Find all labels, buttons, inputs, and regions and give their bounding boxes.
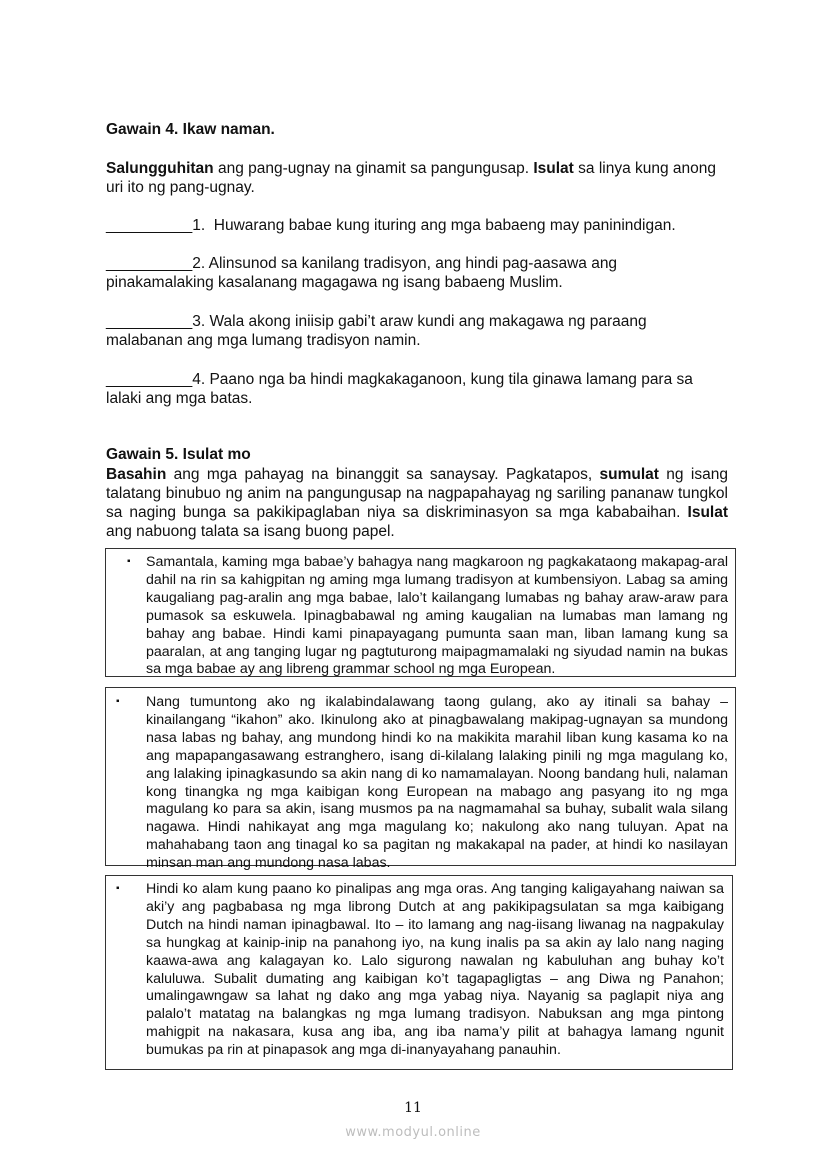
gawain-4-item-3: __________3. Wala akong iniisip gabi’t araw kundi ang makagawa ng paraang malabanan ang mga lumang tradisyon namin.: [106, 313, 647, 349]
answer-blank[interactable]: __________: [106, 313, 193, 330]
quote-box-1: [105, 548, 736, 677]
quote-box-3: [105, 875, 733, 1070]
answer-blank[interactable]: __________: [106, 255, 193, 272]
gawain-5-instruction: Basahin ang mga pahayag na binanggit sa sanaysay. Pagkatapos, sumulat ng isang talatang binubuo ng anim na pangungusap na nagpapahayag ng sariling pananaw tungkol sa naging bunga sa pakikipaglaban niya sa diskriminasyon sa mga kababaihan. Isulat ang nabuong talata sa isang buong papel.: [106, 466, 728, 540]
instruction-bold-salungguhitan: Salungguhitan: [106, 160, 214, 177]
bullet-icon: ▪: [116, 696, 120, 707]
bullet-icon: ▪: [116, 883, 120, 894]
answer-blank[interactable]: __________: [106, 371, 193, 388]
gawain-4-item-2: __________2. Alinsunod sa kanilang tradisyon, ang hindi pag-aasawa ang pinakamalaking kasalanang magagawa ng isang babaeng Muslim.: [106, 255, 618, 291]
gawain-4-instruction: Salungguhitan ang pang-ugnay na ginamit sa pangungusap. Isulat sa linya kung anong uri ito ng pang-ugnay.: [106, 160, 717, 196]
instruction-bold-isulat: Isulat: [687, 504, 728, 521]
quote-text-3: Hindi ko alam kung paano ko pinalipas ang mga oras. Ang tanging kaligayahang naiwan sa aki’y ang pagbabasa ng mga librong Dutch at ang pakikipagsulatan sa mga kaibigang Dutch na hindi naman ipinagbawal. Ito – ito lamang ang nag-iisang liwanag na nagpakulay sa hungkag at kainip-inip na panahong iyo, na kung inalis pa sa akin ay lalo nang naging kaawa-awa ang kalagayan ko. Lalo sigurong nawalan ng kabuluhan ang buhay ko’t kaluluwa. Subalit dumating ang kaibigan ko’t tagapagligtas – ang Diwa ng Panahon; umalingawngaw sa lahat ng dako ang mga yabag niya. Nayanig sa paglapit niya ang palalo’t matatag na balangkas ng mga lumang tradisyon. Nabuksan ang mga pintong mahigpit na nakasara, kusa ang iba, ang iba nama’y pilit at bahagya lamang ngunit bumukas pa rin at pinapasok ang mga di-inanyayahang panauhin.: [146, 881, 724, 1059]
page-number: 11: [404, 1100, 422, 1116]
gawain-4-item-4: __________4. Paano nga ba hindi magkakaganoon, kung tila ginawa lamang para sa lalaki ang mga batas.: [106, 371, 693, 407]
gawain-4-item-1: __________1. Huwarang babae kung ituring ang mga babaeng may paninindigan.: [106, 217, 676, 234]
answer-blank[interactable]: __________: [106, 217, 193, 234]
quote-box-2: [105, 687, 736, 872]
instruction-bold-basahin: Basahin: [106, 466, 167, 483]
quote-text-1: Samantala, kaming mga babae’y bahagya nang magkaroon ng pagkakataong makapag-aral dahil na rin sa kahigpitan ng aming mga lumang tradisyon at kumbensiyon. Labag sa aming kaugaliang pag-aralin ang mga babae, lalo’t kailangang lumabas ng bahay araw-araw para pumasok sa eskuwela. Ipinagbabawal ng aming kaugalian na lumabas man lamang ng bahay ang babae. Hindi kami pinapayagang pumunta saan man, liban lamang kung sa paaralan, at ang tanging lugar ng pagtuturong maipagmamalaki ng siyudad namin na bukas sa mga babae ay ang libreng grammar school ng mga European.: [146, 554, 728, 678]
quote-text-2: Nang tumuntong ako ng ikalabindalawang taong gulang, ako ay itinali sa bahay – kinailangang “ikahon” ako. Ikinulong ako at pinagbawalang makipag-ugnayan sa mundong nasa labas ng bahay, ang mundong hindi ko na makikita marahil liban kung kasama ko na ang mapapangasawang estranghero, isang di-kilalang lalaking pinili ng mga magulang ko, ang lalaking ipinagkasundo sa akin nang di ko namamalayan. Noong bandang huli, nalaman kong tinangka ng mga kaibigan kong European na mabago ang pasyang ito ng mga magulang ko para sa akin, isang musmos pa na nagmamahal sa buhay, subalit wala silang nagawa. Hindi nahikayat ang mga magulang ko; nakulong ako nang tuluyan. Apat na mahahabang taon ang tinagal ko sa pagitan ng makakapal na pader, at hindi ko nasilayan minsan man ang mundong nasa labas.: [146, 694, 728, 872]
gawain-4-title: Gawain 4. Ikaw naman.: [106, 121, 275, 138]
bullet-icon: ▪: [127, 556, 131, 567]
instruction-bold-isulat: Isulat: [533, 160, 574, 177]
watermark: www.modyul.online: [345, 1125, 481, 1140]
instruction-bold-sumulat: sumulat: [599, 466, 659, 483]
gawain-5-title: Gawain 5. Isulat mo: [106, 446, 251, 463]
